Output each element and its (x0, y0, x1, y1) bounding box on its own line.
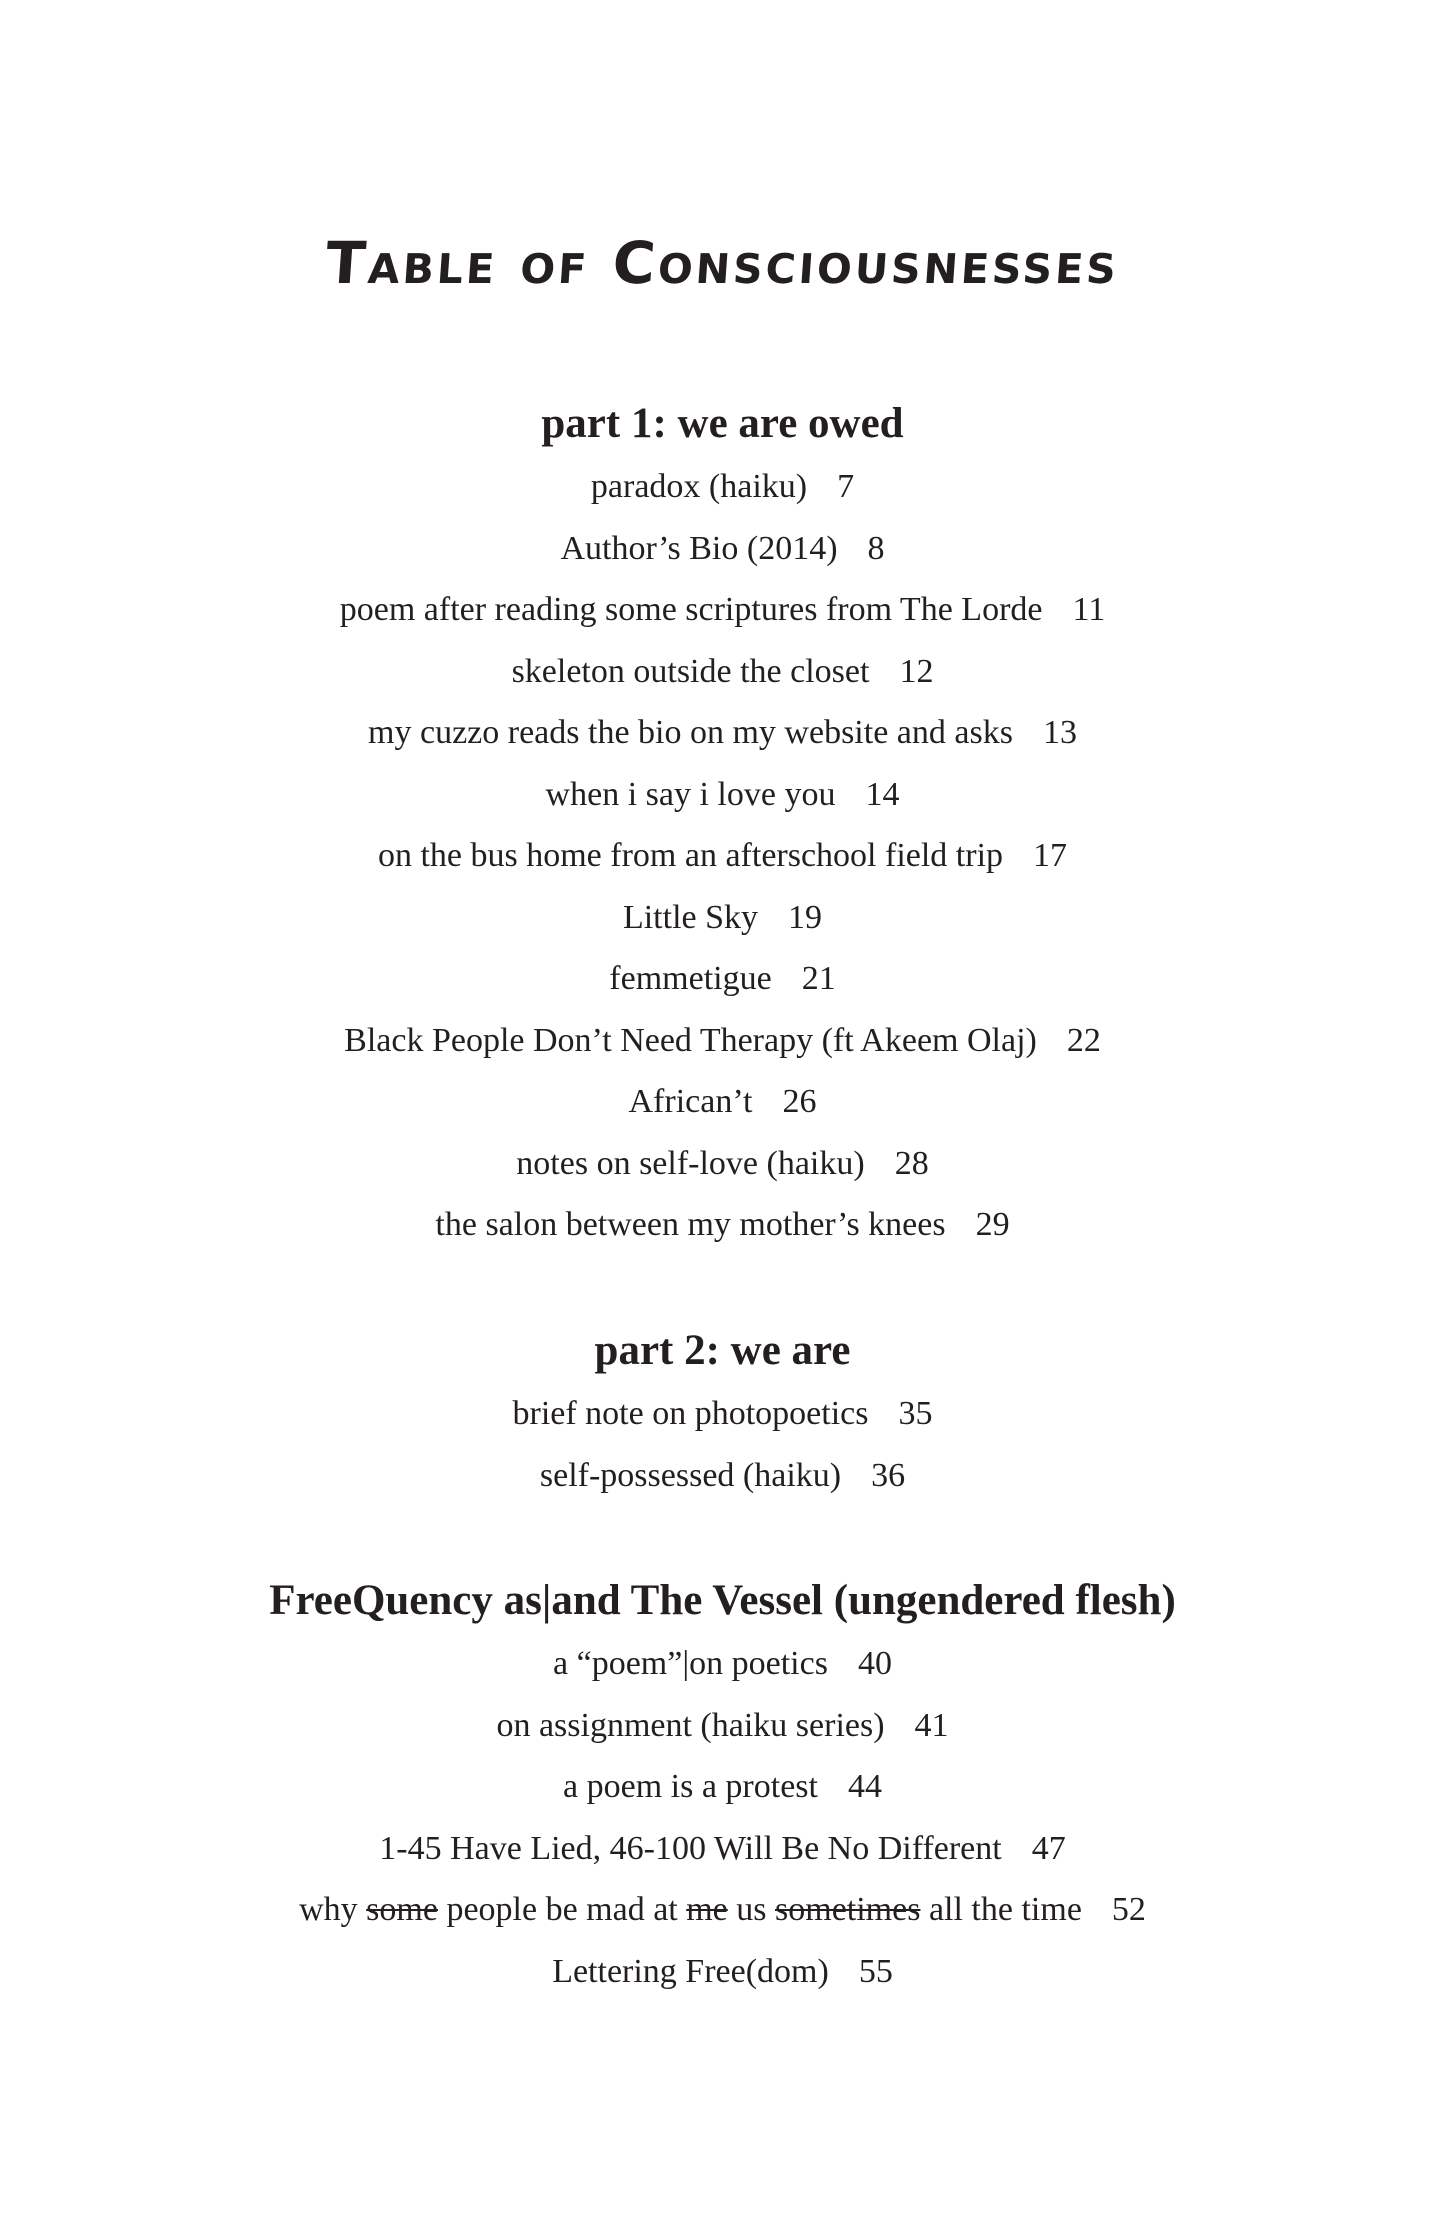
entry-page-number: 7 (837, 468, 855, 505)
struck-word: some (366, 1891, 438, 1928)
entry-page-number: 11 (1072, 591, 1106, 628)
entry-page-number: 52 (1111, 1891, 1146, 1928)
entry-page-number: 36 (871, 1456, 906, 1494)
toc-entry (0, 1633, 1445, 1695)
entry-page-number: 17 (1033, 837, 1068, 874)
entry-page-number: 8 (867, 529, 885, 567)
entry-title: skeleton outside the closet (511, 652, 870, 690)
toc-entry (0, 825, 1445, 887)
entry-title: Black People Don’t Need Therapy (ft Akeem Olaj) (344, 1021, 1037, 1059)
toc-entry (0, 1133, 1445, 1195)
toc-entry (0, 887, 1445, 949)
toc-entry (0, 948, 1445, 1010)
toc-entry (0, 1695, 1445, 1757)
entry-page-number: 13 (1042, 714, 1077, 751)
toc-entry (0, 1941, 1445, 2003)
entry-page-number: 41 (914, 1706, 949, 1744)
title-fragment: us (727, 1891, 776, 1928)
toc-entry (0, 1879, 1445, 1941)
entry-title: a poem is a protest (563, 1768, 818, 1805)
entry-title: my cuzzo reads the bio on my website and asks (368, 714, 1013, 751)
section-heading: part 1: we are owed (541, 400, 904, 447)
toc-entry (0, 1756, 1445, 1818)
toc-section-freequency (0, 1573, 1445, 2002)
entry-page-number: 22 (1066, 1021, 1101, 1059)
entry-list (0, 456, 1445, 1256)
entry-page-number: 29 (975, 1206, 1010, 1243)
toc-entry (0, 1383, 1445, 1445)
toc-entry (0, 1071, 1445, 1133)
entry-list (0, 1383, 1445, 1506)
title-fragment: why (299, 1891, 367, 1928)
entry-title: self-possessed (haiku) (539, 1456, 842, 1494)
entry-title: 1-45 Have Lied, 46-100 Will Be No Different (379, 1829, 1002, 1867)
section-heading: FreeQuency as|and The Vessel (ungendered flesh) (269, 1577, 1176, 1624)
entry-title: paradox (haiku) (590, 468, 808, 505)
entry-title: African’t (628, 1083, 753, 1120)
page-title: Table of Consciousnesses (323, 229, 1122, 297)
entry-page-number: 35 (898, 1395, 933, 1432)
entry-page-number: 19 (788, 898, 823, 936)
entry-page-number: 26 (782, 1083, 817, 1120)
entry-title: notes on self-love (haiku) (516, 1144, 865, 1182)
entry-title: a “poem”|on poetics (553, 1645, 828, 1682)
entry-page-number: 14 (865, 775, 900, 813)
entry-title: Little Sky (622, 898, 759, 936)
struck-word: sometimes (775, 1891, 921, 1928)
entry-page-number: 47 (1031, 1829, 1066, 1867)
toc-section-part-1 (0, 396, 1445, 1256)
entry-title: on assignment (haiku series) (496, 1706, 885, 1744)
entry-title: the salon between my mother’s knees (435, 1206, 946, 1243)
struck-word: me (686, 1891, 728, 1928)
entry-page-number: 40 (857, 1645, 892, 1682)
entry-title: femmetigue (609, 960, 772, 997)
toc-entry (0, 702, 1445, 764)
title-fragment: people be mad at (437, 1891, 687, 1928)
entry-list (0, 1633, 1445, 2002)
toc-section-part-2 (0, 1323, 1445, 1506)
entry-title: brief note on photopoetics (512, 1395, 869, 1432)
entry-title (299, 1891, 1082, 1928)
entry-page-number: 55 (858, 1952, 893, 1990)
toc-entry (0, 764, 1445, 826)
entry-page-number: 44 (847, 1768, 882, 1805)
entry-title: poem after reading some scriptures from The Lorde (339, 591, 1043, 628)
toc-entry (0, 456, 1445, 518)
toc-entry (0, 518, 1445, 580)
entry-page-number: 12 (899, 652, 934, 690)
entry-page-number: 21 (801, 960, 836, 997)
entry-title: when i say i love you (545, 775, 836, 813)
toc-entry (0, 579, 1445, 641)
toc-entry (0, 1818, 1445, 1880)
entry-title: Author’s Bio (2014) (560, 529, 838, 567)
toc-entry (0, 1445, 1445, 1507)
entry-title: on the bus home from an afterschool field trip (377, 837, 1004, 874)
title-fragment: all the time (920, 1891, 1082, 1928)
toc-entry (0, 1194, 1445, 1256)
section-heading: part 2: we are (594, 1327, 851, 1374)
toc-entry (0, 1010, 1445, 1072)
toc-entry (0, 641, 1445, 703)
entry-page-number: 28 (894, 1144, 929, 1182)
entry-title: Lettering Free(dom) (552, 1952, 829, 1990)
